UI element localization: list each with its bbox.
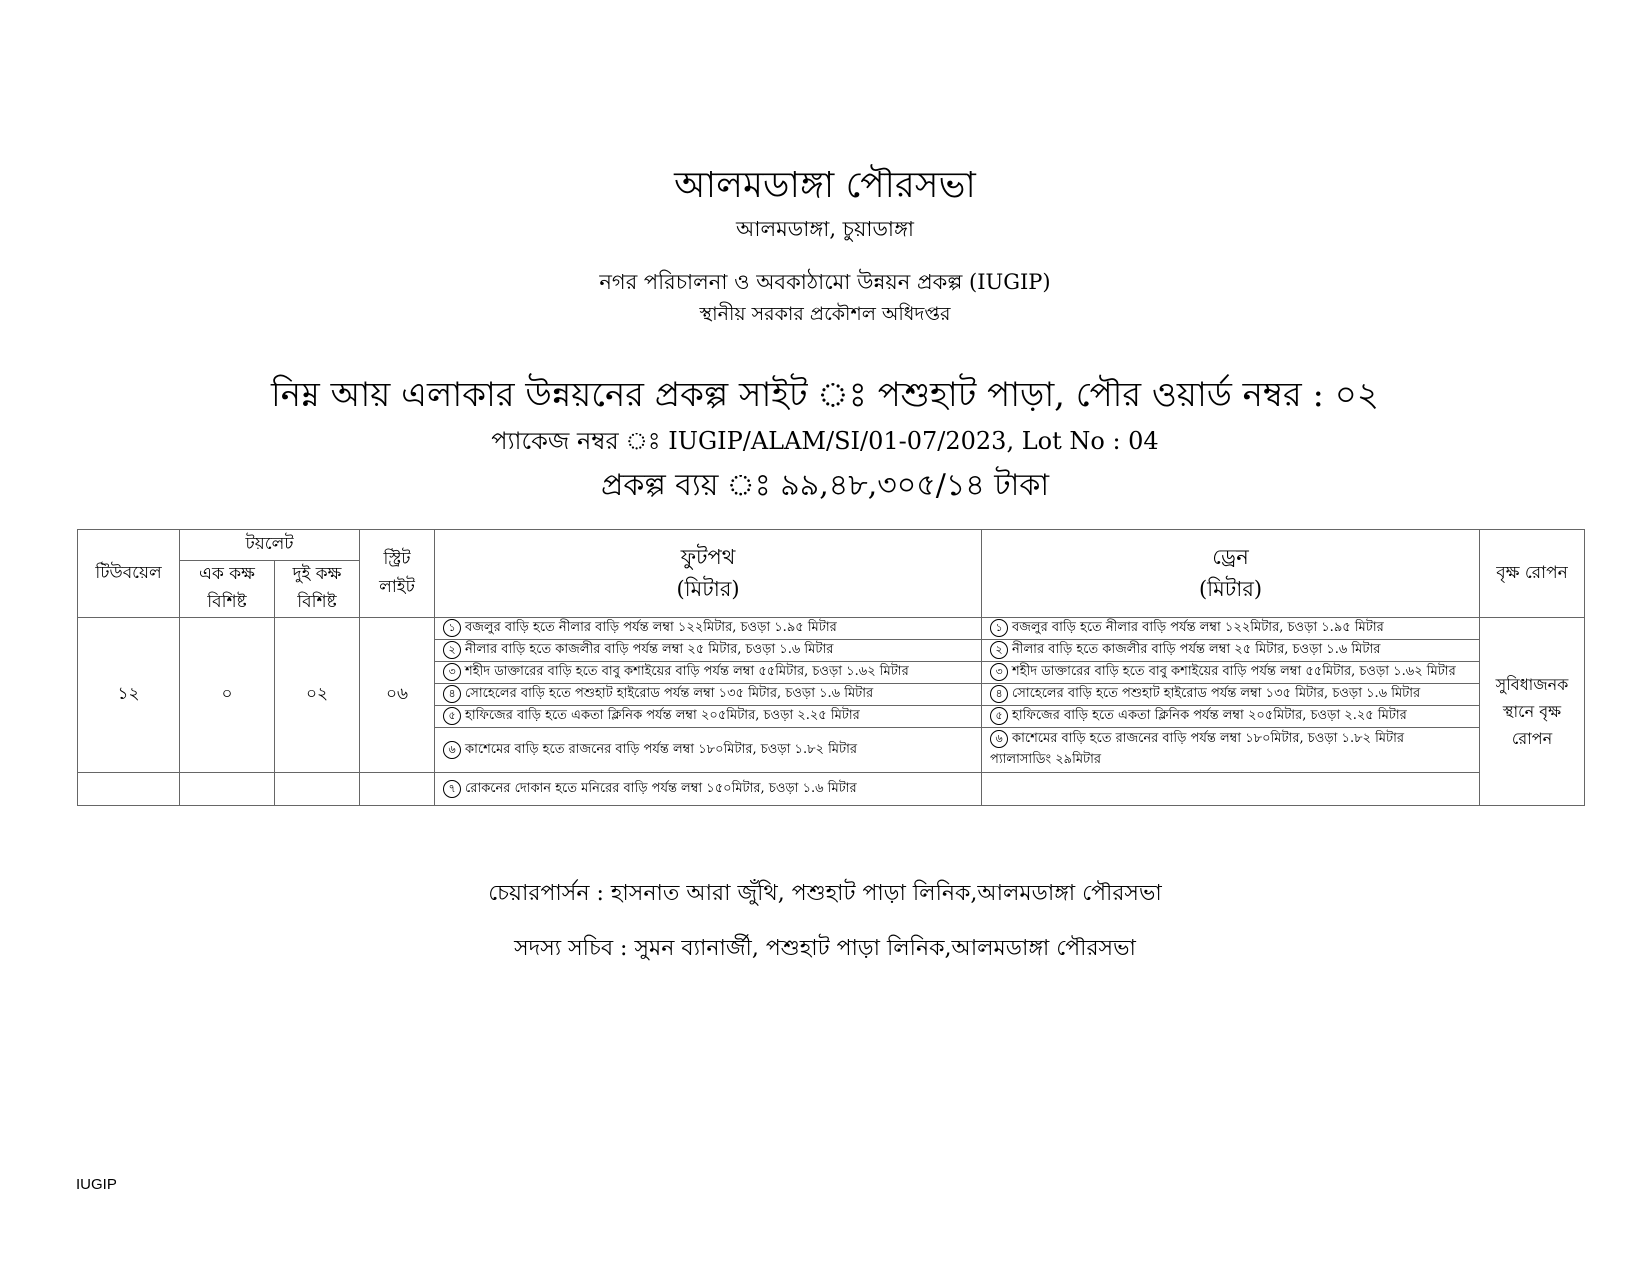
drain-item [982, 684, 1480, 706]
item-text: রোকনের দোকান হতে মনিরের বাড়ি পর্যন্ত লম্বা ১৫০মিটার, চওড়া ১.৬ মিটার [465, 780, 857, 796]
item-text: কাশেমের বাড়ি হতে রাজনের বাড়ি পর্যন্ত লম্বা ১৮০মিটার, চওড়া ১.৮২ মিটার [1012, 731, 1405, 746]
item-text: শহীদ ডাক্তারের বাড়ি হতে বাবু কশাইয়ের বাড়ি পর্যন্ত লম্বা ৫৫মিটার, চওড়া ১.৬২ মিটার [465, 664, 909, 679]
footpath-item [435, 728, 982, 773]
table-row [78, 618, 1585, 640]
header-two-room: দুই কক্ষ বিশিষ্ট [275, 561, 360, 618]
drain-item [982, 706, 1480, 728]
drain-item [982, 640, 1480, 662]
header-toilet: টয়লেট [180, 530, 360, 561]
circled-number: ৬ [443, 741, 461, 759]
footpath-item [435, 640, 982, 662]
circled-number: ৬ [990, 730, 1008, 748]
empty-cell [180, 773, 275, 806]
circled-number: ৪ [990, 685, 1008, 703]
item-text: বজলুর বাড়ি হতে নীলার বাড়ি পর্যন্ত লম্বা ১২২মিটার, চওড়া ১.৯৫ মিটার [465, 620, 837, 635]
item-text: শহীদ ডাক্তারের বাড়ি হতে বাবু কশাইয়ের বাড়ি পর্যন্ত লম্বা ৫৫মিটার, চওড়া ১.৬২ মিটার [1012, 664, 1456, 679]
header-street-light: স্ট্রিট লাইট [360, 530, 435, 618]
circled-number: ৪ [443, 685, 461, 703]
item-text: বজলুর বাড়ি হতে নীলার বাড়ি পর্যন্ত লম্বা ১২২মিটার, চওড়া ১.৯৫ মিটার [1012, 620, 1384, 635]
footpath-item [435, 773, 982, 806]
circled-number: ২ [990, 641, 1008, 659]
footpath-item [435, 684, 982, 706]
department: স্থানীয় সরকার প্রকৌশল অধিদপ্তর [699, 303, 951, 325]
empty-cell [275, 773, 360, 806]
drain-item [982, 728, 1480, 773]
tree-plantation: সুবিধাজনক স্থানে বৃক্ষ রোপন [1480, 618, 1585, 806]
header-one-room: এক কক্ষ বিশিষ্ট [180, 561, 275, 618]
circled-number: ৫ [443, 707, 461, 725]
item-text: কাশেমের বাড়ি হতে রাজনের বাড়ি পর্যন্ত লম্বা ১৮০মিটার, চওড়া ১.৮২ মিটার [465, 741, 858, 757]
project-cost: প্রকল্প ব্যয় ঃ ৯৯,৪৮,৩০৫/১৪ টাকা [600, 468, 1050, 503]
circled-number: ৩ [443, 663, 461, 681]
header-tubewell: টিউবয়েল [78, 530, 180, 618]
empty-cell [78, 773, 180, 806]
member-secretary: সদস্য সচিব : সুমন ব্যানার্জী, পশুহাট পাড়া লিনিক,আলমডাঙ্গা পৌরসভা [514, 936, 1136, 961]
header-tree: বৃক্ষ রোপন [1480, 530, 1585, 618]
item-text: নীলার বাড়ি হতে কাজলীর বাড়ি পর্যন্ত লম্বা ২৫ মিটার, চওড়া ১.৬ মিটার [1012, 642, 1381, 657]
tubewell-count: ১২ [78, 618, 180, 773]
item-text: হাফিজের বাড়ি হতে একতা ক্লিনিক পর্যন্ত লম্বা ২০৫মিটার, চওড়া ২.২৫ মিটার [1012, 708, 1407, 723]
item-text: নীলার বাড়ি হতে কাজলীর বাড়ি পর্যন্ত লম্বা ২৫ মিটার, চওড়া ১.৬ মিটার [465, 642, 834, 657]
circled-number: ২ [443, 641, 461, 659]
package-number: প্যাকেজ নম্বর ঃ IUGIP/ALAM/SI/01-07/2023, Lot No : 04 [491, 427, 1159, 455]
circled-number: ১ [443, 619, 461, 637]
table-row [78, 773, 1585, 806]
circled-number: ৩ [990, 663, 1008, 681]
item-extra: প্যালাসাডিং ২৯মিটার [990, 752, 1102, 767]
drain-item [982, 618, 1480, 640]
item-text: সোহেলের বাড়ি হতে পশুহাট হাইরোড পর্যন্ত লম্বা ১৩৫ মিটার, চওড়া ১.৬ মিটার [465, 686, 874, 701]
header-footpath: ফুটপথ (মিটার) [435, 530, 982, 618]
site-heading: নিম্ন আয় এলাকার উন্নয়নের প্রকল্প সাইট ঃ পশুহাট পাড়া, পৌর ওয়ার্ড নম্বর : ০২ [271, 375, 1379, 415]
circled-number: ১ [990, 619, 1008, 637]
header-drain: ড্রেন (মিটার) [982, 530, 1480, 618]
municipality-title: আলমডাঙ্গা পৌরসভা [674, 165, 976, 206]
chairperson: চেয়ারপার্সন : হাসনাত আরা জুঁথি, পশুহাট পাড়া লিনিক,আলমডাঙ্গা পৌরসভা [488, 881, 1162, 906]
project-name: নগর পরিচালনা ও অবকাঠামো উন্নয়ন প্রকল্প (IUGIP) [599, 270, 1051, 294]
drain-item [982, 662, 1480, 684]
one-room-toilet-count: ০ [180, 618, 275, 773]
item-text: হাফিজের বাড়ি হতে একতা ক্লিনিক পর্যন্ত লম্বা ২০৫মিটার, চওড়া ২.২৫ মিটার [465, 708, 860, 723]
project-table [77, 529, 1585, 806]
footpath-item [435, 706, 982, 728]
page-label: IUGIP [76, 1176, 117, 1193]
location: আলমডাঙ্গা, চুয়াডাঙ্গা [735, 217, 915, 241]
street-light-count: ০৬ [360, 618, 435, 773]
circled-number: ৫ [990, 707, 1008, 725]
circled-number: ৭ [443, 780, 461, 798]
empty-cell [360, 773, 435, 806]
drain-item [982, 773, 1480, 806]
two-room-toilet-count: ০২ [275, 618, 360, 773]
item-text: সোহেলের বাড়ি হতে পশুহাট হাইরোড পর্যন্ত লম্বা ১৩৫ মিটার, চওড়া ১.৬ মিটার [1012, 686, 1421, 701]
footpath-item [435, 662, 982, 684]
footpath-item [435, 618, 982, 640]
